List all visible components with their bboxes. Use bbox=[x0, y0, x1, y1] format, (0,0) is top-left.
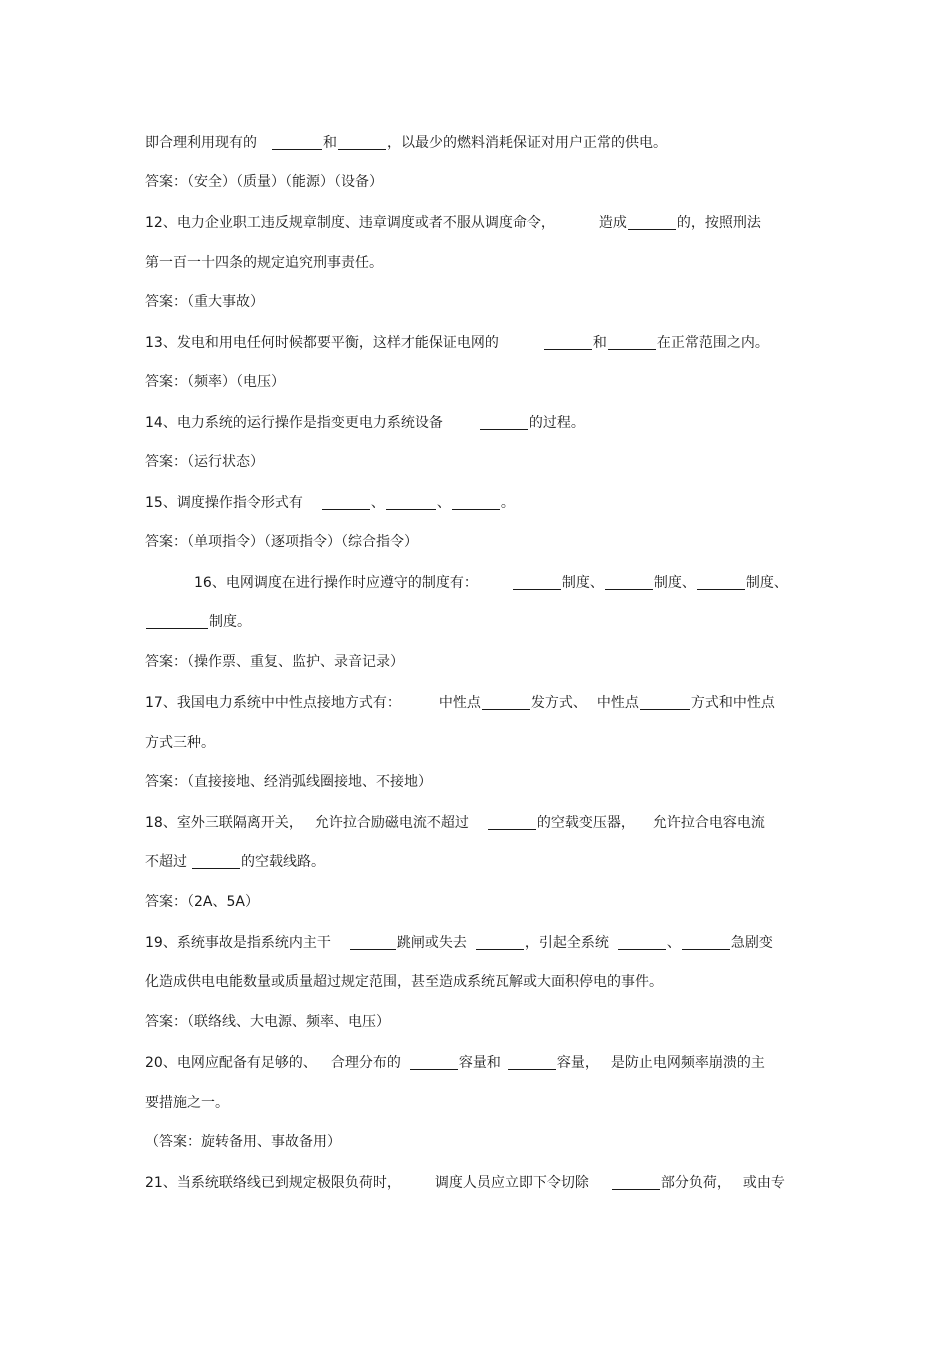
text: 容量和 bbox=[458, 1055, 501, 1071]
text: 的空载变压器， bbox=[536, 815, 635, 831]
text: 急剧变 bbox=[730, 935, 773, 951]
answer-line: 答案：（联络线、大电源、频率、电压） bbox=[145, 1014, 390, 1030]
text-line bbox=[145, 134, 805, 152]
text: 和 bbox=[592, 335, 607, 351]
blank bbox=[480, 415, 528, 430]
text: 。 bbox=[500, 495, 515, 511]
question-line bbox=[194, 574, 854, 592]
blank bbox=[272, 135, 322, 150]
text: ，引起全系统 bbox=[524, 935, 609, 951]
text: 或由专 bbox=[742, 1175, 785, 1191]
blank bbox=[697, 575, 745, 590]
blank bbox=[476, 935, 524, 950]
text: 12、电力企业职工违反规章制度、违章调度或者不服从调度命令， bbox=[145, 215, 555, 231]
blank bbox=[682, 935, 730, 950]
text: 方式和中性点 bbox=[690, 695, 775, 711]
text-line: 方式三种。 bbox=[145, 735, 215, 751]
text: 中性点 bbox=[438, 695, 481, 711]
text: 20、电网应配备有足够的、 bbox=[145, 1055, 317, 1071]
text: 合理分布的 bbox=[330, 1055, 401, 1071]
text: ，以最少的燃料消耗保证对用户正常的供电。 bbox=[387, 135, 667, 151]
text: 的，按照刑法 bbox=[676, 215, 761, 231]
text: 造成 bbox=[598, 215, 627, 231]
text: 是防止电网频率崩溃的主 bbox=[610, 1055, 765, 1071]
answer-line: 答案：（2A、5A） bbox=[145, 894, 259, 910]
text-line bbox=[145, 613, 805, 631]
text: 、 bbox=[666, 935, 681, 951]
blank bbox=[192, 854, 240, 869]
blank bbox=[618, 935, 666, 950]
text: 16、电网调度在进行操作时应遵守的制度有： bbox=[194, 575, 478, 591]
text: 制度、 bbox=[653, 575, 696, 591]
text: 17、我国电力系统中中性点接地方式有： bbox=[145, 695, 401, 711]
question-line bbox=[145, 814, 805, 832]
answer-line: 答案：（运行状态） bbox=[145, 454, 264, 470]
text: 18、室外三联隔离开关， bbox=[145, 815, 303, 831]
blank bbox=[544, 335, 592, 350]
blank bbox=[605, 575, 653, 590]
text: 跳闸或失去 bbox=[396, 935, 467, 951]
text: 制度。 bbox=[209, 614, 251, 630]
answer-line: 答案：（重大事故） bbox=[145, 294, 264, 310]
text: 的过程。 bbox=[528, 415, 585, 431]
text: 即合理利用现有的 bbox=[145, 135, 257, 151]
text: 和 bbox=[323, 135, 337, 151]
text: 15、调度操作指令形式有 bbox=[145, 495, 303, 511]
text: 发方式、 bbox=[530, 695, 587, 711]
blank bbox=[513, 575, 561, 590]
blank bbox=[608, 335, 656, 350]
blank bbox=[488, 815, 536, 830]
answer-line: 答案：（安全）（质量）（能源）（设备） bbox=[145, 174, 383, 190]
answer-line: 答案：（频率）（电压） bbox=[145, 374, 285, 390]
question-line bbox=[145, 414, 805, 432]
blank bbox=[322, 495, 370, 510]
question-line bbox=[145, 334, 805, 352]
text: 不超过 bbox=[145, 854, 187, 870]
question-line bbox=[145, 694, 805, 712]
blank bbox=[146, 614, 208, 629]
question-line bbox=[145, 934, 805, 952]
text-line: 要措施之一。 bbox=[145, 1095, 229, 1111]
text: 21、当系统联络线已到规定极限负荷时， bbox=[145, 1175, 401, 1191]
text: 容量， bbox=[556, 1055, 599, 1071]
text: 部分负荷， bbox=[660, 1175, 731, 1191]
blank bbox=[452, 495, 500, 510]
text: 19、系统事故是指系统内主干 bbox=[145, 935, 331, 951]
blank bbox=[612, 1175, 660, 1190]
text: 的空载线路。 bbox=[241, 854, 325, 870]
text: 13、发电和用电任何时候都要平衡，这样才能保证电网的 bbox=[145, 335, 499, 351]
text: 制度、 bbox=[561, 575, 604, 591]
text: 调度人员应立即下令切除 bbox=[434, 1175, 589, 1191]
text: 制度、 bbox=[745, 575, 788, 591]
text-line: 化造成供电电能数量或质量超过规定范围，甚至造成系统瓦解或大面积停电的事件。 bbox=[145, 974, 663, 990]
answer-line: 答案：（单项指令）（逐项指令）（综合指令） bbox=[145, 534, 418, 550]
text: 允许拉合励磁电流不超过 bbox=[314, 815, 469, 831]
answer-line: 答案：（直接接地、经消弧线圈接地、不接地） bbox=[145, 774, 432, 790]
answer-line: 答案：（操作票、重复、监护、录音记录） bbox=[145, 654, 404, 670]
blank bbox=[482, 695, 530, 710]
blank bbox=[508, 1055, 556, 1070]
text: 14、电力系统的运行操作是指变更电力系统设备 bbox=[145, 415, 443, 431]
blank bbox=[640, 695, 690, 710]
text: 在正常范围之内。 bbox=[656, 335, 769, 351]
text: 允许拉合电容电流 bbox=[652, 815, 765, 831]
question-line bbox=[145, 494, 805, 512]
question-line bbox=[145, 1054, 805, 1072]
text-line: 第一百一十四条的规定追究刑事责任。 bbox=[145, 255, 383, 271]
blank bbox=[338, 135, 386, 150]
question-line bbox=[145, 214, 805, 232]
text: 、 bbox=[436, 495, 451, 511]
question-line bbox=[145, 1174, 805, 1192]
blank bbox=[410, 1055, 458, 1070]
text: 、 bbox=[370, 495, 385, 511]
answer-line: （答案：旋转备用、事故备用） bbox=[145, 1134, 341, 1150]
text-line bbox=[145, 853, 805, 871]
blank bbox=[386, 495, 436, 510]
blank bbox=[628, 215, 676, 230]
text: 中性点 bbox=[596, 695, 639, 711]
blank bbox=[350, 935, 396, 950]
